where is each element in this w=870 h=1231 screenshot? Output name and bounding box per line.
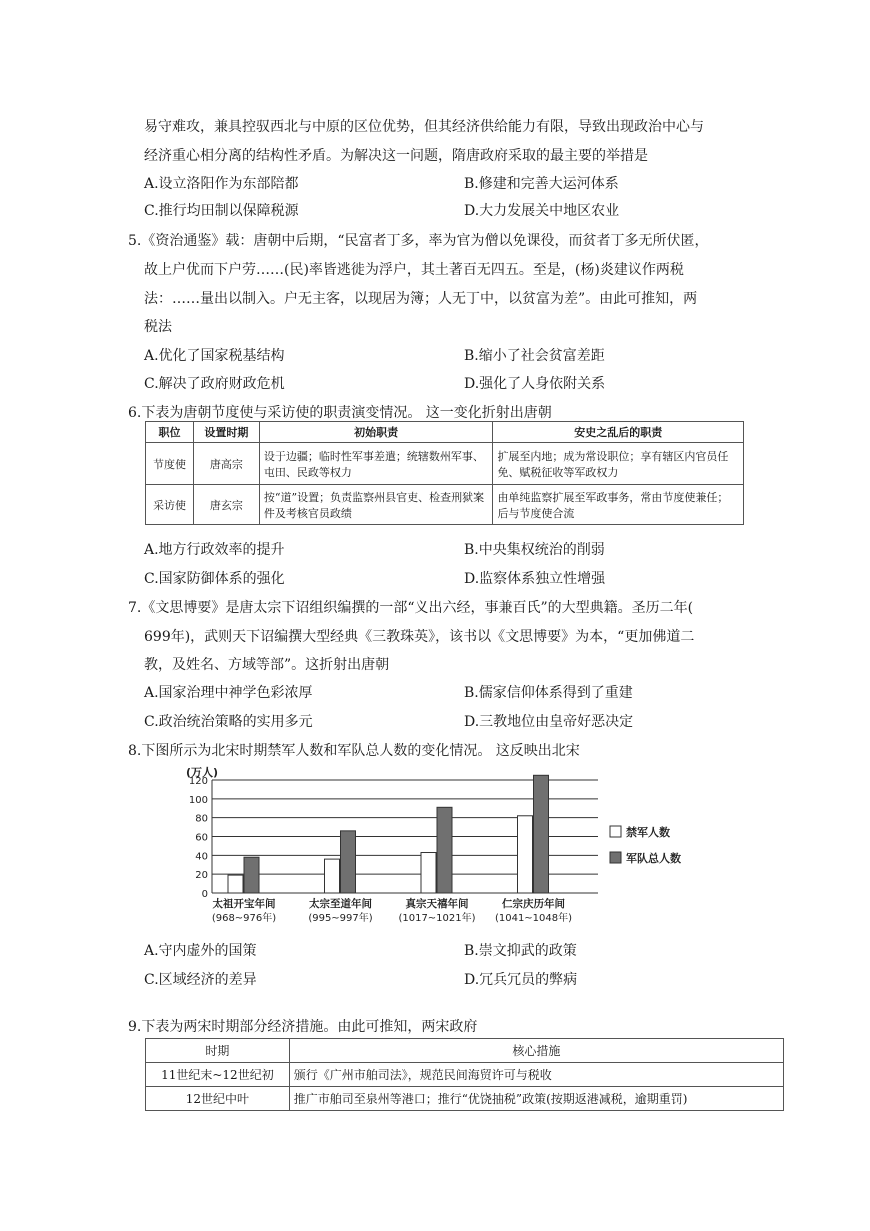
bar-total-army xyxy=(437,807,452,893)
table-row xyxy=(146,1087,784,1111)
q7-option-a[interactable]: A.国家治理中神学色彩浓厚 xyxy=(144,685,313,701)
q5-option-a[interactable]: A.优化了国家税基结构 xyxy=(144,348,285,364)
table-cell: 扩展至内地；成为常设职位；享有辖区内官员任免、赋税征收等军政权力 xyxy=(493,443,744,485)
q9-table-header: 核心措施 xyxy=(289,1039,783,1063)
q6-table-header-row xyxy=(146,422,744,443)
table-row xyxy=(146,1063,784,1087)
legend-label: 军队总人数 xyxy=(626,852,681,865)
q5-option-c[interactable]: C.解决了政府财政危机 xyxy=(144,376,285,392)
table-cell: 12世纪中叶 xyxy=(146,1087,290,1111)
q7-stem-line-1: 7.《文思博要》是唐太宗下诏组织编撰的一部“义出六经，事兼百氏”的大型典籍。圣历二年( xyxy=(128,600,694,616)
bar-total-army xyxy=(534,775,549,893)
bar-imperial-guard xyxy=(421,853,436,893)
q4-option-b[interactable]: B.修建和完善大运河体系 xyxy=(464,176,619,192)
q6-table-header: 设置时期 xyxy=(193,422,259,443)
military-size-bar-chart xyxy=(180,764,700,934)
y-tick-label: 20 xyxy=(195,870,208,882)
x-category-label: 太祖开宝年间 xyxy=(212,898,276,910)
y-axis-label: (万人) xyxy=(186,766,219,779)
q9-table-header: 时期 xyxy=(146,1039,290,1063)
bar-total-army xyxy=(341,831,356,893)
q4-option-c[interactable]: C.推行均田制以保障税源 xyxy=(144,203,299,219)
legend-swatch xyxy=(610,852,621,863)
q5-stem-line-1: 5.《资治通鉴》载：唐朝中后期，“民富者丁多，率为官为僧以免课役，而贫者丁多无所伏匿， xyxy=(128,233,709,249)
q6-option-d[interactable]: D.监察体系独立性增强 xyxy=(464,571,606,587)
table-cell: 节度使 xyxy=(146,443,194,485)
table-cell: 颁行《广州市舶司法》，规范民间海贸许可与税收 xyxy=(289,1063,783,1087)
q8-option-b[interactable]: B.崇文抑武的政策 xyxy=(464,943,577,959)
q9-table-header-row xyxy=(146,1039,784,1063)
q5-stem-line-3: 法：……量出以制入。户无主客，以现居为簿；人无丁中，以贫富为差”。由此可推知，两 xyxy=(144,291,698,307)
table-cell: 唐玄宗 xyxy=(193,485,259,525)
q8-option-a[interactable]: A.守内虚外的国策 xyxy=(144,943,257,959)
q6-table-header: 安史之乱后的职责 xyxy=(493,422,744,443)
q7-stem-line-2: 699年)，武则天下诏编撰大型经典《三教珠英》，该书以《文思博要》为本，“更加佛道二 xyxy=(144,629,695,645)
q7-option-c[interactable]: C.政治统治策略的实用多元 xyxy=(144,714,313,730)
table-cell: 推广市舶司至泉州等港口；推行“优饶抽税”政策(按期返港减税，逾期重罚) xyxy=(289,1087,783,1111)
y-tick-label: 60 xyxy=(195,832,208,844)
table-cell: 唐高宗 xyxy=(193,443,259,485)
q8-option-d[interactable]: D.冗兵冗员的弊病 xyxy=(464,972,578,988)
q6-stem: 6.下表为唐朝节度使与采访使的职责演变情况。 这一变化折射出唐朝 xyxy=(128,405,552,421)
q6-option-b[interactable]: B.中央集权统治的削弱 xyxy=(464,542,605,558)
x-category-sublabel: (1041~1048年) xyxy=(494,913,573,924)
legend-label: 禁军人数 xyxy=(626,826,670,839)
q5-stem-line-4: 税法 xyxy=(144,319,172,335)
q4-stem-line-2: 经济重心相分离的结构性矛盾。为解决这一问题，隋唐政府采取的最主要的举措是 xyxy=(144,148,648,164)
q6-option-c[interactable]: C.国家防御体系的强化 xyxy=(144,571,285,587)
q7-option-b[interactable]: B.儒家信仰体系得到了重建 xyxy=(464,685,633,701)
q7-option-d[interactable]: D.三教地位由皇帝好恶决定 xyxy=(464,714,634,730)
y-tick-label: 0 xyxy=(201,889,208,900)
table-cell: 设于边疆；临时性军事差遣；统辖数州军事、屯田、民政等权力 xyxy=(259,443,493,485)
table-cell: 采访使 xyxy=(146,485,194,525)
table-cell: 按“道”设置；负责监察州县官吏、检查刑狱案件及考核官员政绩 xyxy=(259,485,493,525)
bar-imperial-guard xyxy=(518,816,533,893)
q9-stem: 9.下表为两宋时期部分经济措施。由此可推知，两宋政府 xyxy=(128,1019,478,1035)
q4-option-a[interactable]: A.设立洛阳作为东部陪都 xyxy=(144,176,299,192)
q6-table xyxy=(145,421,744,525)
bar-imperial-guard xyxy=(325,859,340,893)
q9-table xyxy=(145,1038,784,1111)
q5-option-d[interactable]: D.强化了人身依附关系 xyxy=(464,376,606,392)
table-row xyxy=(146,485,744,525)
x-category-sublabel: (1017~1021年) xyxy=(398,913,476,924)
q6-option-a[interactable]: A.地方行政效率的提升 xyxy=(144,542,285,558)
q8-stem: 8.下图所示为北宋时期禁军人数和军队总人数的变化情况。 这反映出北宋 xyxy=(128,743,580,759)
y-tick-label: 40 xyxy=(195,851,208,863)
q7-stem-line-3: 教，及姓名、方域等部”。这折射出唐朝 xyxy=(144,657,390,673)
q4-option-d[interactable]: D.大力发展关中地区农业 xyxy=(464,203,620,219)
x-category-label: 真宗天禧年间 xyxy=(405,898,469,910)
x-category-sublabel: (968~976年) xyxy=(211,913,277,924)
table-cell: 由单纯监察扩展至军政事务，常由节度使兼任；后与节度使合流 xyxy=(493,485,744,525)
bar-total-army xyxy=(244,857,259,893)
y-tick-label: 80 xyxy=(195,813,208,825)
q4-stem-line-1: 易守难攻，兼具控驭西北与中原的区位优势，但其经济供给能力有限，导致出现政治中心与 xyxy=(144,119,704,135)
y-tick-label: 100 xyxy=(188,794,208,806)
q6-table-header: 职位 xyxy=(146,422,194,443)
q5-option-b[interactable]: B.缩小了社会贫富差距 xyxy=(464,348,605,364)
table-cell: 11世纪末~12世纪初 xyxy=(146,1063,290,1087)
x-category-label: 太宗至道年间 xyxy=(309,898,372,910)
x-category-label: 仁宗庆历年间 xyxy=(502,898,565,910)
legend-swatch xyxy=(610,826,621,837)
q6-table-header: 初始职责 xyxy=(259,422,493,443)
table-row xyxy=(146,443,744,485)
y-tick-label: 120 xyxy=(188,776,208,787)
x-category-sublabel: (995~997年) xyxy=(308,913,373,924)
q8-option-c[interactable]: C.区域经济的差异 xyxy=(144,972,257,988)
bar-imperial-guard xyxy=(228,875,243,893)
q5-stem-line-2: 故上户优而下户劳……(民)率皆逃徙为浮户，其土著百无四五。至是，(杨)炎建议作两税 xyxy=(144,262,684,278)
